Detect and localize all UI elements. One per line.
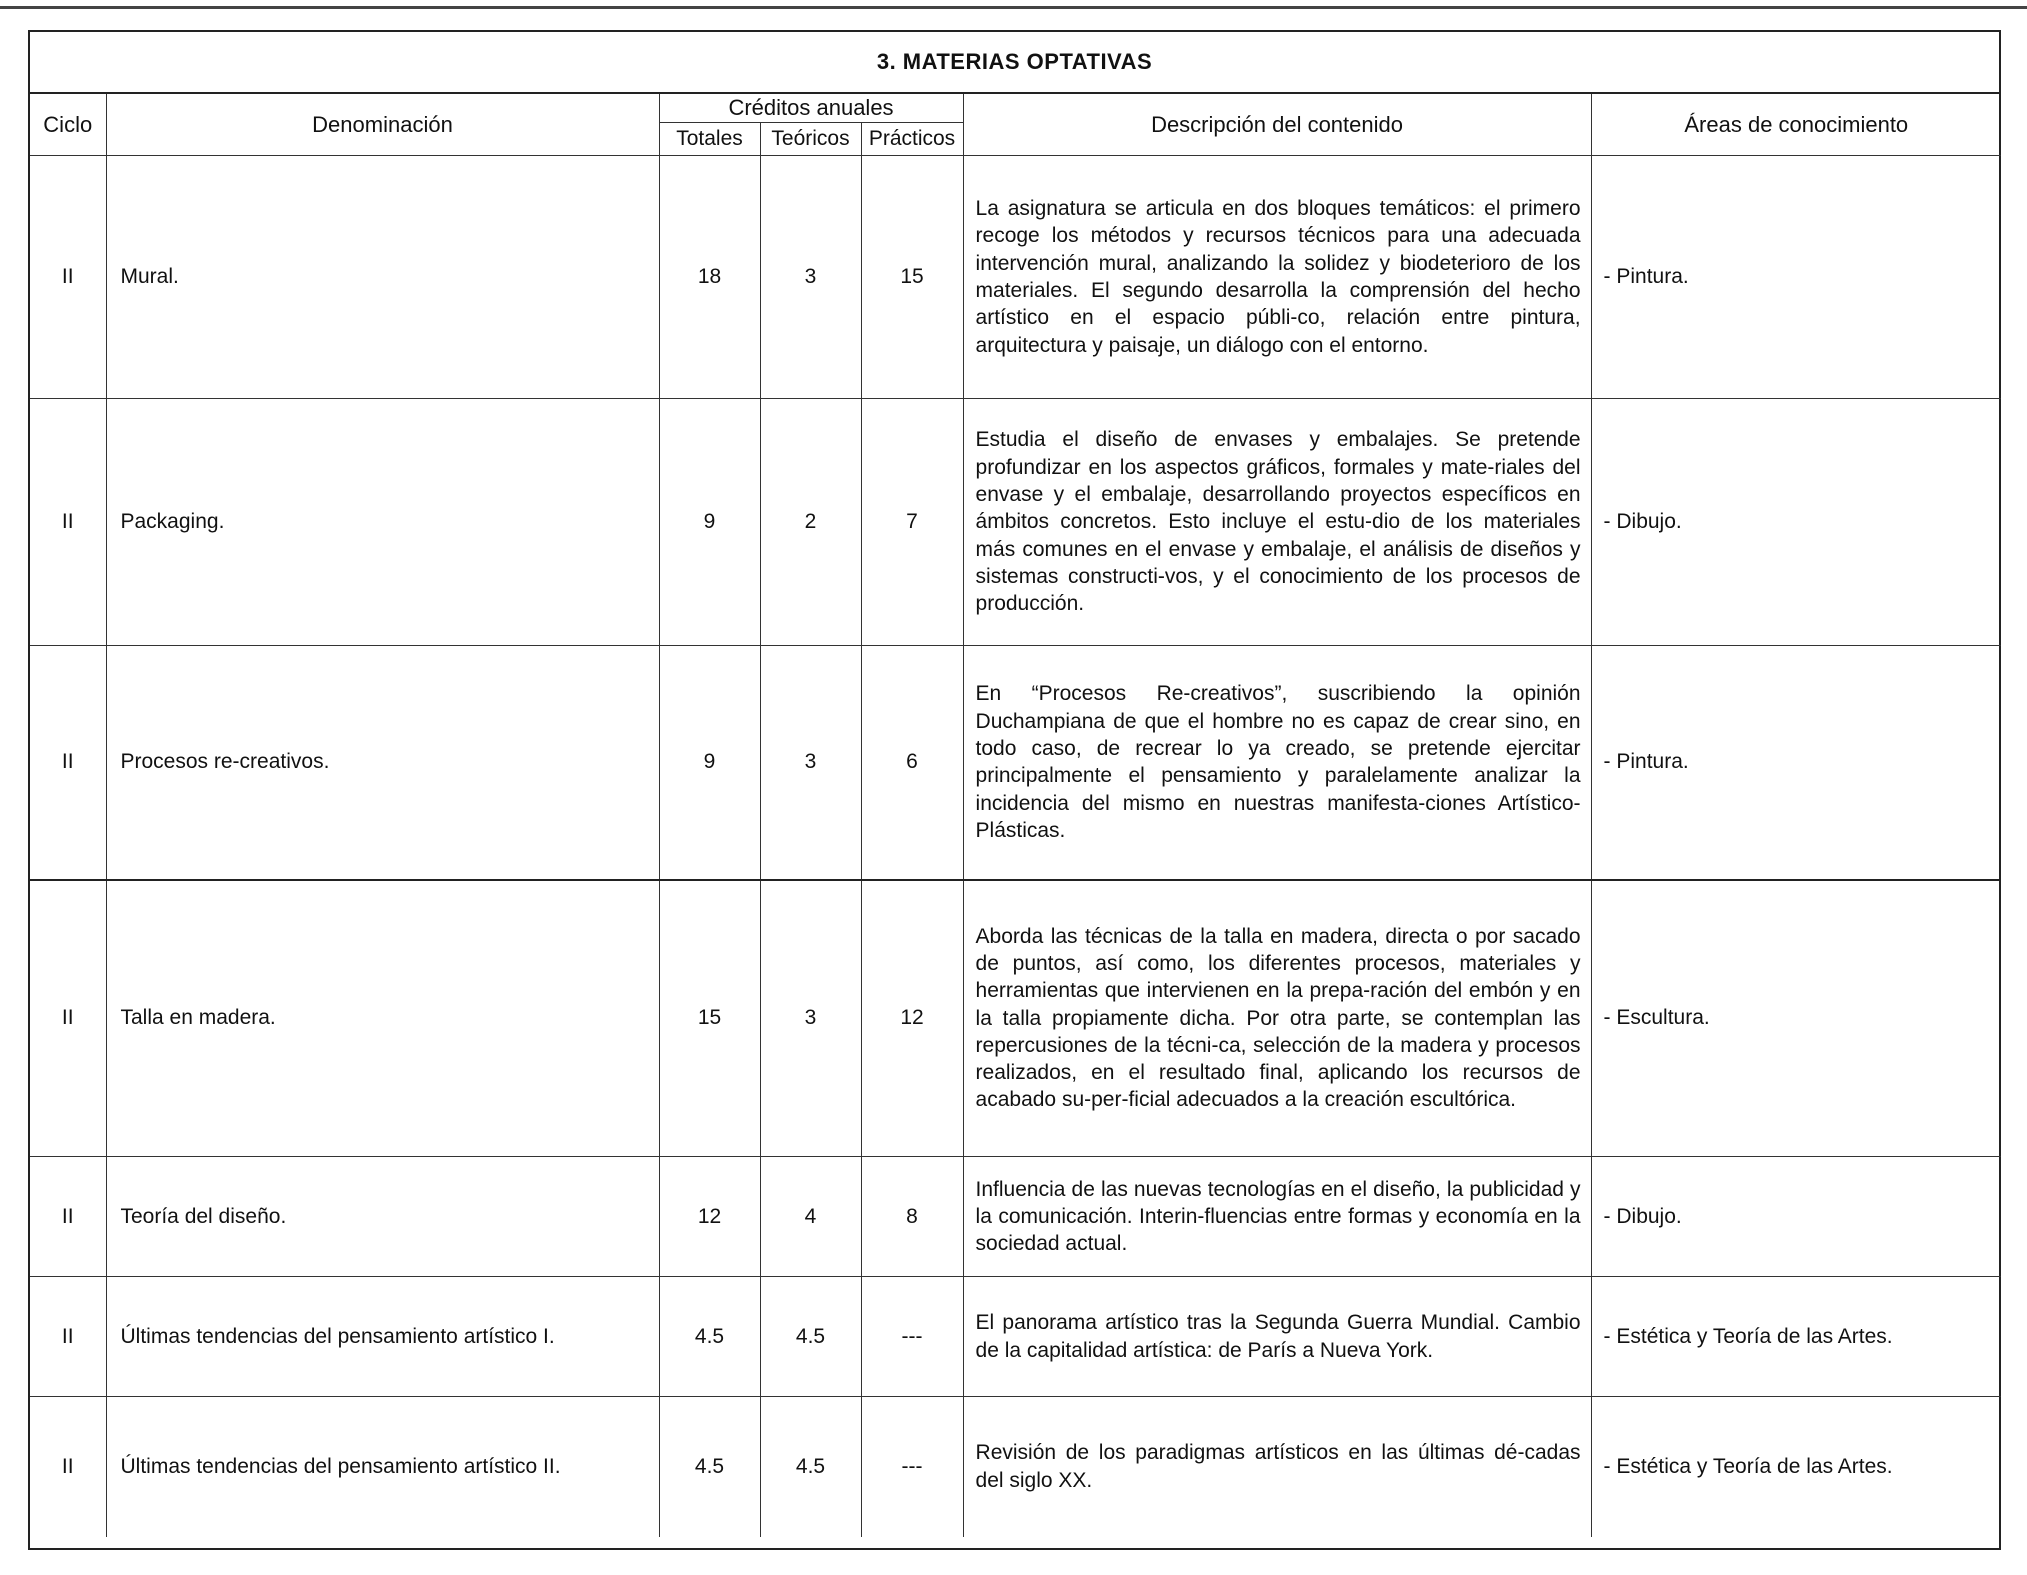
cell-teoricos: 3 [760,646,861,880]
cell-area: - Escultura. [1591,880,2001,1157]
table-row [30,156,2001,399]
header-denominacion: Denominación [106,94,659,156]
optional-subjects-table [28,30,2001,1550]
cell-ciclo: II [30,880,106,1157]
table-row [30,646,2001,880]
cell-descripcion: Influencia de las nuevas tecnologías en el diseño, la publicidad y la comunicación. Interin-fluencias entre formas y economía en la sociedad actual. [963,1157,1591,1277]
cell-totales: 4.5 [659,1397,760,1537]
header-totales: Totales [659,123,760,156]
cell-descripcion: Revisión de los paradigmas artísticos en las últimas dé-cadas del siglo XX. [963,1397,1591,1537]
cell-descripcion: El panorama artístico tras la Segunda Guerra Mundial. Cambio de la capitalidad artística: de París a Nueva York. [963,1277,1591,1397]
cell-practicos: 7 [861,399,963,646]
cell-practicos: 15 [861,156,963,399]
cell-area: - Pintura. [1591,156,2001,399]
cell-ciclo: II [30,1157,106,1277]
cell-descripcion: Aborda las técnicas de la talla en madera, directa o por sacado de puntos, así como, los diferentes procesos, materiales y herramientas que intervienen en la prepa-ración del embón y en la talla propiamente dicha. Por otra parte, se contemplan las repercusiones de la técni-ca, selección de la madera y procesos realizados, en el resultado final, aplicando los recursos de acabado su-per-ficial adecuados a la creación escultórica. [963,880,1591,1157]
table-row [30,1157,2001,1277]
cell-totales: 9 [659,399,760,646]
cell-denominacion: Procesos re-creativos. [106,646,659,880]
cell-area: - Dibujo. [1591,1157,2001,1277]
table-row [30,1397,2001,1537]
header-practicos: Prácticos [861,123,963,156]
cell-practicos: --- [861,1277,963,1397]
cell-ciclo: II [30,399,106,646]
cell-teoricos: 4 [760,1157,861,1277]
cell-descripcion: En “Procesos Re-creativos”, suscribiendo la opinión Duchampiana de que el hombre no es capaz de crear sino, en todo caso, de recrear lo ya creado, se pretende ejercitar principalmente el pensamiento y paralelamente analizar la incidencia del mismo en nuestras manifesta-ciones Artístico-Plásticas. [963,646,1591,880]
cell-totales: 18 [659,156,760,399]
cell-ciclo: II [30,1277,106,1397]
cell-totales: 15 [659,880,760,1157]
cell-denominacion: Mural. [106,156,659,399]
table-row [30,1277,2001,1397]
cell-ciclo: II [30,156,106,399]
cell-teoricos: 3 [760,880,861,1157]
cell-teoricos: 4.5 [760,1397,861,1537]
cell-area: - Pintura. [1591,646,2001,880]
cell-area: - Estética y Teoría de las Artes. [1591,1277,2001,1397]
cell-denominacion: Teoría del diseño. [106,1157,659,1277]
cell-teoricos: 2 [760,399,861,646]
header-creditos: Créditos anuales [659,94,963,123]
cell-denominacion: Talla en madera. [106,880,659,1157]
header-ciclo: Ciclo [30,94,106,156]
table-title: 3. MATERIAS OPTATIVAS [30,32,1999,94]
header-areas: Áreas de conocimiento [1591,94,2001,156]
cell-descripcion: Estudia el diseño de envases y embalajes. Se pretende profundizar en los aspectos gráficos, formales y mate-riales del envase y el embalaje, desarrollando proyectos específicos en ámbitos concretos. Esto incluye el estu-dio de los materiales más comunes en el envase y embalaje, el análisis de diseños y sistemas constructi-vos, y el conocimiento de los procesos de producción. [963,399,1591,646]
cell-totales: 4.5 [659,1277,760,1397]
cell-ciclo: II [30,1397,106,1537]
cell-practicos: 8 [861,1157,963,1277]
subjects-grid [30,94,2001,1537]
cell-teoricos: 3 [760,156,861,399]
cell-practicos: 12 [861,880,963,1157]
cell-practicos: 6 [861,646,963,880]
cell-denominacion: Últimas tendencias del pensamiento artístico II. [106,1397,659,1537]
table-row [30,399,2001,646]
cell-practicos: --- [861,1397,963,1537]
cell-area: - Estética y Teoría de las Artes. [1591,1397,2001,1537]
cell-totales: 9 [659,646,760,880]
cell-descripcion: La asignatura se articula en dos bloques temáticos: el primero recoge los métodos y recursos técnicos para una adecuada intervención mural, analizando la solidez y biodeterioro de los materiales. El segundo desarrolla la comprensión del hecho artístico en el espacio públi-co, relación entre pintura, arquitectura y paisaje, un diálogo con el entorno. [963,156,1591,399]
cell-denominacion: Packaging. [106,399,659,646]
cell-denominacion: Últimas tendencias del pensamiento artístico I. [106,1277,659,1397]
cell-ciclo: II [30,646,106,880]
cell-totales: 12 [659,1157,760,1277]
top-rule [0,6,2027,9]
table-row [30,880,2001,1157]
header-teoricos: Teóricos [760,123,861,156]
cell-teoricos: 4.5 [760,1277,861,1397]
cell-area: - Dibujo. [1591,399,2001,646]
header-descripcion: Descripción del contenido [963,94,1591,156]
